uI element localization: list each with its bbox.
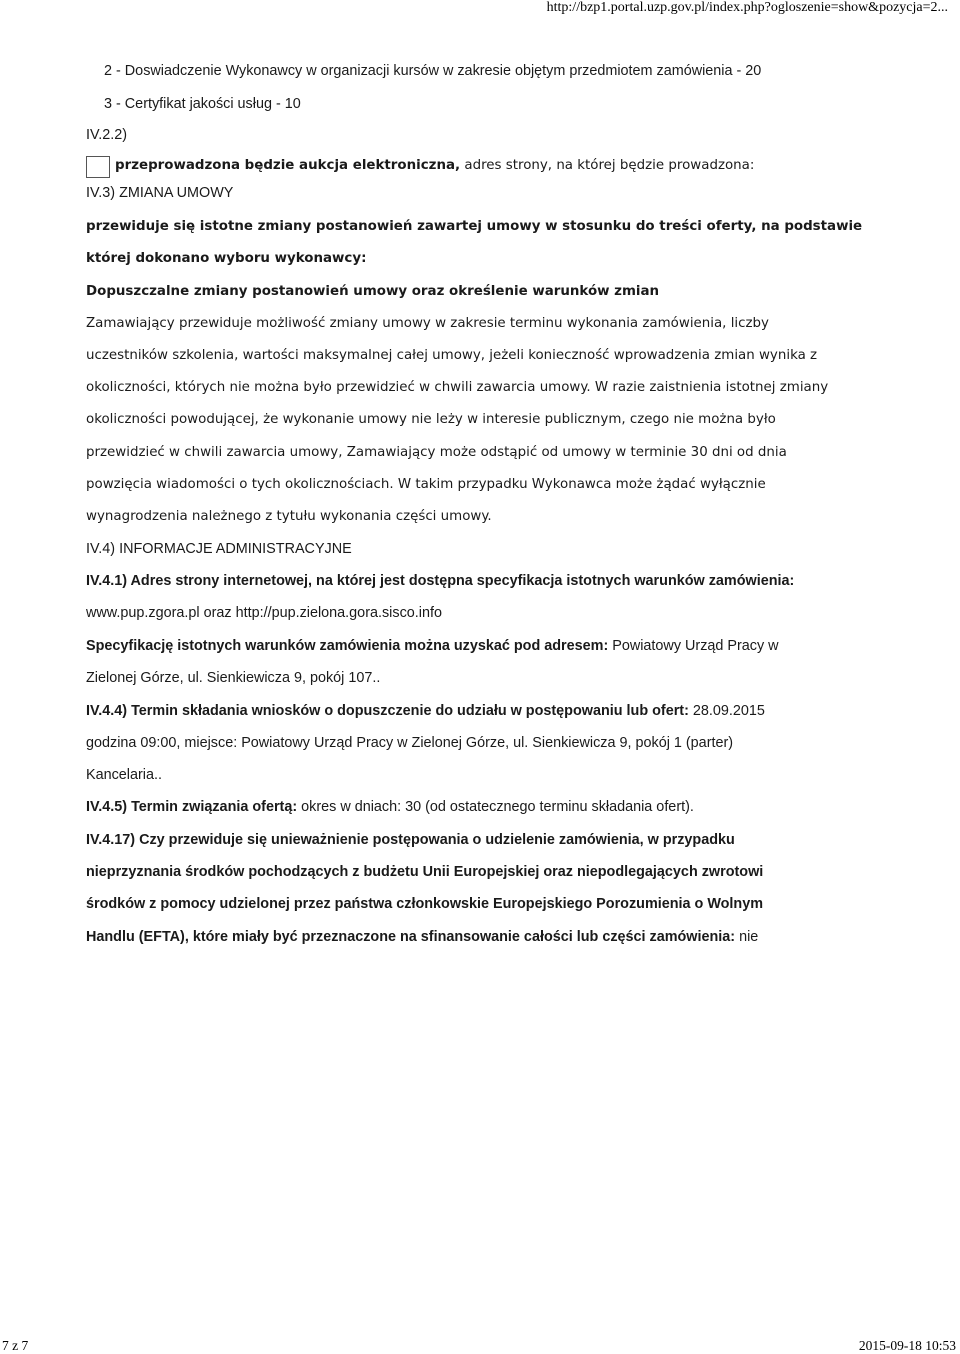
iv3-body-line: okoliczności, których nie można było przewidzieć w chwili zawarcia umowy. W razie zaistnienia istotnej zmiany — [86, 380, 829, 395]
iv417-line: środków z pomocy udzielonej przez państwa członkowskie Europejskiego Porozumienia o Wolnym — [86, 896, 764, 912]
iv44-line3: Kancelaria.. — [86, 767, 162, 783]
page-url: http://bzp1.portal.uzp.gov.pl/index.php?ogloszenie=show&pozycja=2... — [546, 0, 948, 15]
iv3-body-line: powzięcia wiadomości o tych okolicznościach. W takim przypadku Wykonawca może żądać wyłącznie — [86, 477, 766, 492]
iv417-line: IV.4.17) Czy przewiduje się unieważnienie postępowania o udzielenie zamówienia, w przypadku — [86, 832, 735, 848]
criterion-2: 2 - Doswiadczenie Wykonawcy w organizacji kursów w zakresie objętym przedmiotem zamówienia - 20 — [104, 63, 762, 79]
iv3-intro-line2: której dokonano wyboru wykonawcy: — [86, 251, 367, 266]
iv417-line: nieprzyznania środków pochodzących z budżetu Unii Europejskiej oraz niepodlegających zwrotowi — [86, 864, 764, 880]
iv44-line2: godzina 09:00, miejsce: Powiatowy Urząd Pracy w Zielonej Górze, ul. Sienkiewicza 9, pokój 1 (parter) — [86, 735, 734, 751]
iv3-body-line: przewidzieć w chwili zawarcia umowy, Zamawiający może odstąpić od umowy w terminie 30 dni od dnia — [86, 445, 787, 460]
print-timestamp: 2015-09-18 10:53 — [858, 1338, 956, 1353]
iv417-line-last: Handlu (EFTA), które miały być przeznaczone na sfinansowanie całości lub części zamówienia: nie — [86, 929, 759, 945]
iv3-intro-line1: przewiduje się istotne zmiany postanowień zawartej umowy w stosunku do treści oferty, na podstawie — [86, 219, 863, 234]
iv44-line1: IV.4.4) Termin składania wniosków o dopuszczenie do udziału w postępowaniu lub ofert: 28.09.2015 — [86, 703, 765, 719]
iv3-body-line: okoliczności powodującej, że wykonanie umowy nie leży w interesie publicznym, czego nie można było — [86, 412, 776, 427]
iv41-value: www.pup.zgora.pl oraz http://pup.zielona.gora.sisco.info — [86, 605, 442, 621]
iv45-line: IV.4.5) Termin związania ofertą: okres w dniach: 30 (od ostatecznego terminu składania ofert). — [86, 799, 694, 815]
auction-label: przeprowadzona będzie aukcja elektroniczna, — [115, 158, 461, 173]
auction-rest: adres strony, na której będzie prowadzona: — [460, 158, 755, 173]
auction-text — [115, 157, 754, 175]
iv3-body-line: Zamawiający przewiduje możliwość zmiany umowy w zakresie terminu wykonania zamówienia, liczby — [86, 316, 769, 331]
iv3-allowed-heading: Dopuszczalne zmiany postanowień umowy oraz określenie warunków zmian — [86, 284, 660, 299]
spec-address-line2: Zielonej Górze, ul. Sienkiewicza 9, pokój 107.. — [86, 670, 381, 686]
spec-address-line1: Specyfikację istotnych warunków zamówienia można uzyskać pod adresem: Powiatowy Urząd Pracy w — [86, 638, 779, 654]
criterion-3: 3 - Certyfikat jakości usług - 10 — [104, 96, 301, 112]
section-iv4-heading: IV.4) INFORMACJE ADMINISTRACYJNE — [86, 541, 352, 557]
auction-checkbox[interactable] — [86, 156, 110, 178]
iv41-label: IV.4.1) Adres strony internetowej, na której jest dostępna specyfikacja istotnych warunków zamówienia: — [86, 573, 795, 589]
section-iv22-heading: IV.2.2) — [86, 127, 128, 143]
page-number: 7 z 7 — [2, 1338, 29, 1353]
iv3-body-line: wynagrodzenia należnego z tytułu wykonania części umowy. — [86, 509, 492, 524]
section-iv3-heading: IV.3) ZMIANA UMOWY — [86, 185, 234, 201]
iv3-body-line: uczestników szkolenia, wartości maksymalnej całej umowy, jeżeli konieczność wprowadzenia zmian wynika z — [86, 348, 818, 363]
